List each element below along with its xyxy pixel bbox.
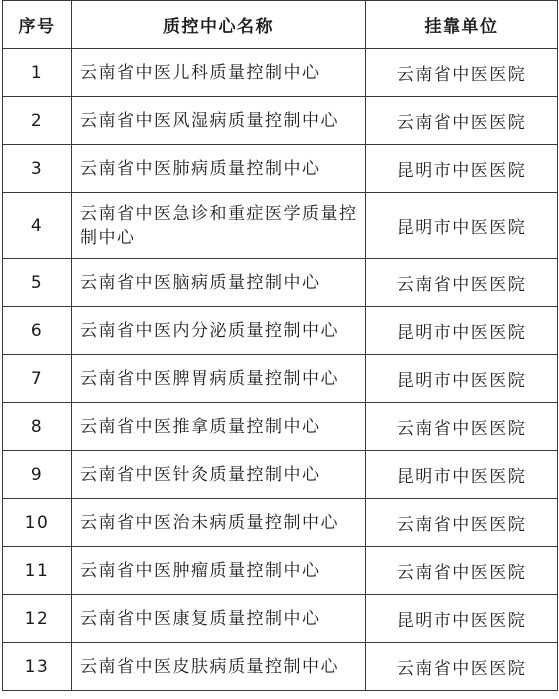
quality-control-centers-table	[2, 0, 558, 691]
row-affiliated-unit: 云南省中医医院	[366, 49, 558, 97]
row-affiliated-unit: 云南省中医医院	[366, 259, 558, 307]
table-header-row	[3, 1, 558, 49]
row-index: 3	[3, 145, 72, 193]
row-index: 6	[3, 307, 72, 355]
row-index: 13	[3, 643, 72, 691]
row-center-name: 云南省中医内分泌质量控制中心	[72, 307, 366, 355]
table-row	[3, 403, 558, 451]
table-body	[3, 49, 558, 691]
row-index: 8	[3, 403, 72, 451]
row-index: 1	[3, 49, 72, 97]
row-affiliated-unit: 云南省中医医院	[366, 499, 558, 547]
table-row	[3, 49, 558, 97]
row-affiliated-unit: 昆明市中医医院	[366, 307, 558, 355]
row-center-name: 云南省中医推拿质量控制中心	[72, 403, 366, 451]
row-center-name: 云南省中医肿瘤质量控制中心	[72, 547, 366, 595]
row-affiliated-unit: 云南省中医医院	[366, 403, 558, 451]
header-center-name: 质控中心名称	[72, 1, 366, 49]
row-affiliated-unit: 昆明市中医医院	[366, 451, 558, 499]
row-center-name: 云南省中医康复质量控制中心	[72, 595, 366, 643]
row-affiliated-unit: 昆明市中医医院	[366, 193, 558, 259]
row-index: 5	[3, 259, 72, 307]
row-index: 4	[3, 193, 72, 259]
row-affiliated-unit: 云南省中医医院	[366, 547, 558, 595]
table-row	[3, 259, 558, 307]
row-center-name: 云南省中医急诊和重症医学质量控制中心	[72, 193, 366, 259]
row-index: 10	[3, 499, 72, 547]
header-affiliated-unit: 挂靠单位	[366, 1, 558, 49]
row-index: 9	[3, 451, 72, 499]
row-center-name: 云南省中医风湿病质量控制中心	[72, 97, 366, 145]
row-affiliated-unit: 昆明市中医医院	[366, 355, 558, 403]
table-row	[3, 547, 558, 595]
row-center-name: 云南省中医针灸质量控制中心	[72, 451, 366, 499]
table-row	[3, 595, 558, 643]
row-affiliated-unit: 云南省中医医院	[366, 643, 558, 691]
row-center-name: 云南省中医脑病质量控制中心	[72, 259, 366, 307]
row-center-name: 云南省中医儿科质量控制中心	[72, 49, 366, 97]
table-row	[3, 355, 558, 403]
table-row	[3, 193, 558, 259]
row-affiliated-unit: 昆明市中医医院	[366, 595, 558, 643]
table-row	[3, 307, 558, 355]
header-index: 序号	[3, 1, 72, 49]
row-center-name: 云南省中医肺病质量控制中心	[72, 145, 366, 193]
table-row	[3, 97, 558, 145]
row-center-name: 云南省中医皮肤病质量控制中心	[72, 643, 366, 691]
row-index: 12	[3, 595, 72, 643]
row-index: 11	[3, 547, 72, 595]
row-center-name: 云南省中医治未病质量控制中心	[72, 499, 366, 547]
table-row	[3, 499, 558, 547]
table-row	[3, 145, 558, 193]
table-row	[3, 451, 558, 499]
row-index: 7	[3, 355, 72, 403]
row-affiliated-unit: 云南省中医医院	[366, 97, 558, 145]
row-affiliated-unit: 昆明市中医医院	[366, 145, 558, 193]
table-row	[3, 643, 558, 691]
row-index: 2	[3, 97, 72, 145]
row-center-name: 云南省中医脾胃病质量控制中心	[72, 355, 366, 403]
